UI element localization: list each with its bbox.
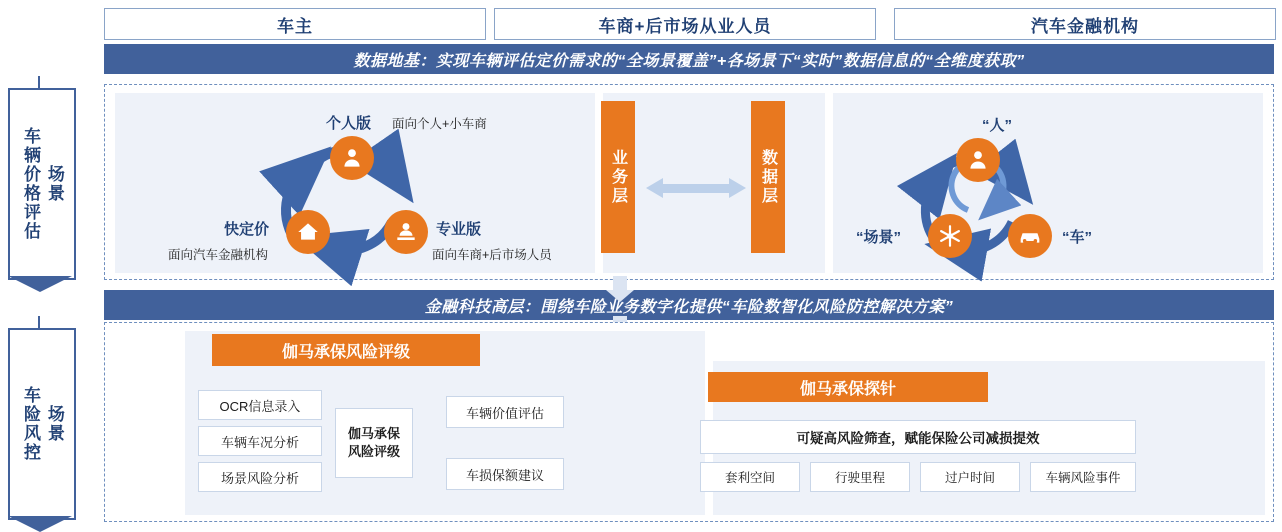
layer-tab-label: 业务层 — [609, 148, 627, 206]
label-scene-dimension: “场景” — [856, 229, 902, 246]
sub-professional-version: 面向车商+后市场人员 — [432, 248, 552, 262]
arrow-shaft — [613, 276, 627, 290]
banner-text: 数据地基：实现车辆评估定价需求的“全场景覆盖”+各场景下“实时”数据信息的“全维度获取” — [353, 52, 1025, 70]
box-label: 套利空间 — [724, 471, 775, 485]
layer-tab-data — [751, 101, 785, 253]
snowflake-icon — [937, 223, 963, 249]
node-personal-version — [330, 136, 374, 180]
audience-pill-dealer — [494, 8, 876, 40]
banner-fintech-layer — [104, 290, 1274, 320]
side-label-col2: 场景 — [44, 405, 64, 443]
audience-label: 汽车金融机构 — [1031, 16, 1139, 36]
person-icon — [965, 147, 991, 173]
input-box-vehicle-condition — [198, 426, 322, 456]
side-label-col2: 场景 — [44, 165, 64, 203]
side-arrow-tip-top — [8, 276, 72, 292]
node-person-dimension — [956, 138, 1000, 182]
box-label: 车辆价值评估 — [465, 405, 544, 421]
box-label: 车辆风险事件 — [1045, 471, 1121, 485]
core-label-line2: 风险评级 — [347, 444, 400, 459]
home-icon — [295, 219, 321, 245]
arrow-left-tip — [646, 178, 663, 198]
label-person-dimension: “人” — [982, 117, 1013, 134]
probe-tag-risk-events — [1030, 462, 1136, 492]
output-box-vehicle-value — [446, 396, 564, 428]
output-box-loss-coverage — [446, 458, 564, 490]
side-label-vehicle-pricing — [8, 88, 76, 280]
label-quick-pricing: 快定价 — [224, 221, 270, 238]
arrow-head — [606, 290, 634, 302]
banner-data-foundation — [104, 44, 1274, 74]
user-desk-icon — [393, 219, 419, 245]
probe-tag-arbitrage — [700, 462, 800, 492]
layer-tab-label: 数据层 — [759, 148, 777, 206]
box-label: 过户时间 — [944, 471, 995, 485]
box-label: 车损保额建议 — [465, 467, 544, 483]
probe-summary-box — [700, 420, 1136, 454]
node-vehicle-dimension — [1008, 214, 1052, 258]
connector-arrow-upper — [606, 276, 634, 302]
box-label: 车辆车况分析 — [220, 434, 299, 450]
label-personal-version: 个人版 — [326, 115, 372, 132]
audience-label: 车商+后市场从业人员 — [598, 16, 772, 36]
side-label-col1: 车险风控 — [21, 386, 40, 462]
audience-pill-owner — [104, 8, 486, 40]
banner-text: 金融科技高层：围绕车险业务数字化提供“车险数智化风险防控解决方案” — [424, 298, 954, 316]
core-box-rating — [335, 408, 413, 478]
heading-text: 伽马承保探针 — [799, 380, 896, 398]
probe-tag-mileage — [810, 462, 910, 492]
input-box-ocr — [198, 390, 322, 420]
arrow-bar — [662, 184, 730, 193]
side-label-insurance-risk — [8, 328, 76, 520]
box-label: OCR信息录入 — [219, 398, 301, 414]
sub-quick-pricing: 面向汽车金融机构 — [168, 248, 269, 262]
node-professional-version — [384, 210, 428, 254]
node-quick-pricing — [286, 210, 330, 254]
label-professional-version: 专业版 — [436, 221, 482, 238]
car-icon — [1016, 222, 1044, 250]
label-vehicle-dimension: “车” — [1062, 229, 1093, 246]
node-scene-dimension — [928, 214, 972, 258]
heading-text: 伽马承保风险评级 — [281, 343, 410, 361]
heading-underwriting-rating — [212, 334, 480, 366]
box-label: 行驶里程 — [834, 471, 885, 485]
person-icon — [339, 145, 365, 171]
bidirectional-arrow — [646, 178, 746, 198]
sub-personal-version: 面向个人+小车商 — [392, 117, 487, 131]
side-label-col1: 车辆价格评估 — [21, 127, 40, 241]
core-label-line1: 伽马承保 — [347, 426, 400, 442]
box-label: 场景风险分析 — [220, 470, 299, 486]
audience-label: 车主 — [277, 16, 313, 36]
probe-tag-transfer-time — [920, 462, 1020, 492]
box-label: 可疑高风险筛查，赋能保险公司减损提效 — [796, 431, 1040, 446]
arrow-right-tip — [729, 178, 746, 198]
heading-underwriting-probe — [708, 372, 988, 402]
layer-tab-business — [601, 101, 635, 253]
audience-pill-finance — [894, 8, 1276, 40]
input-box-scene-risk — [198, 462, 322, 492]
